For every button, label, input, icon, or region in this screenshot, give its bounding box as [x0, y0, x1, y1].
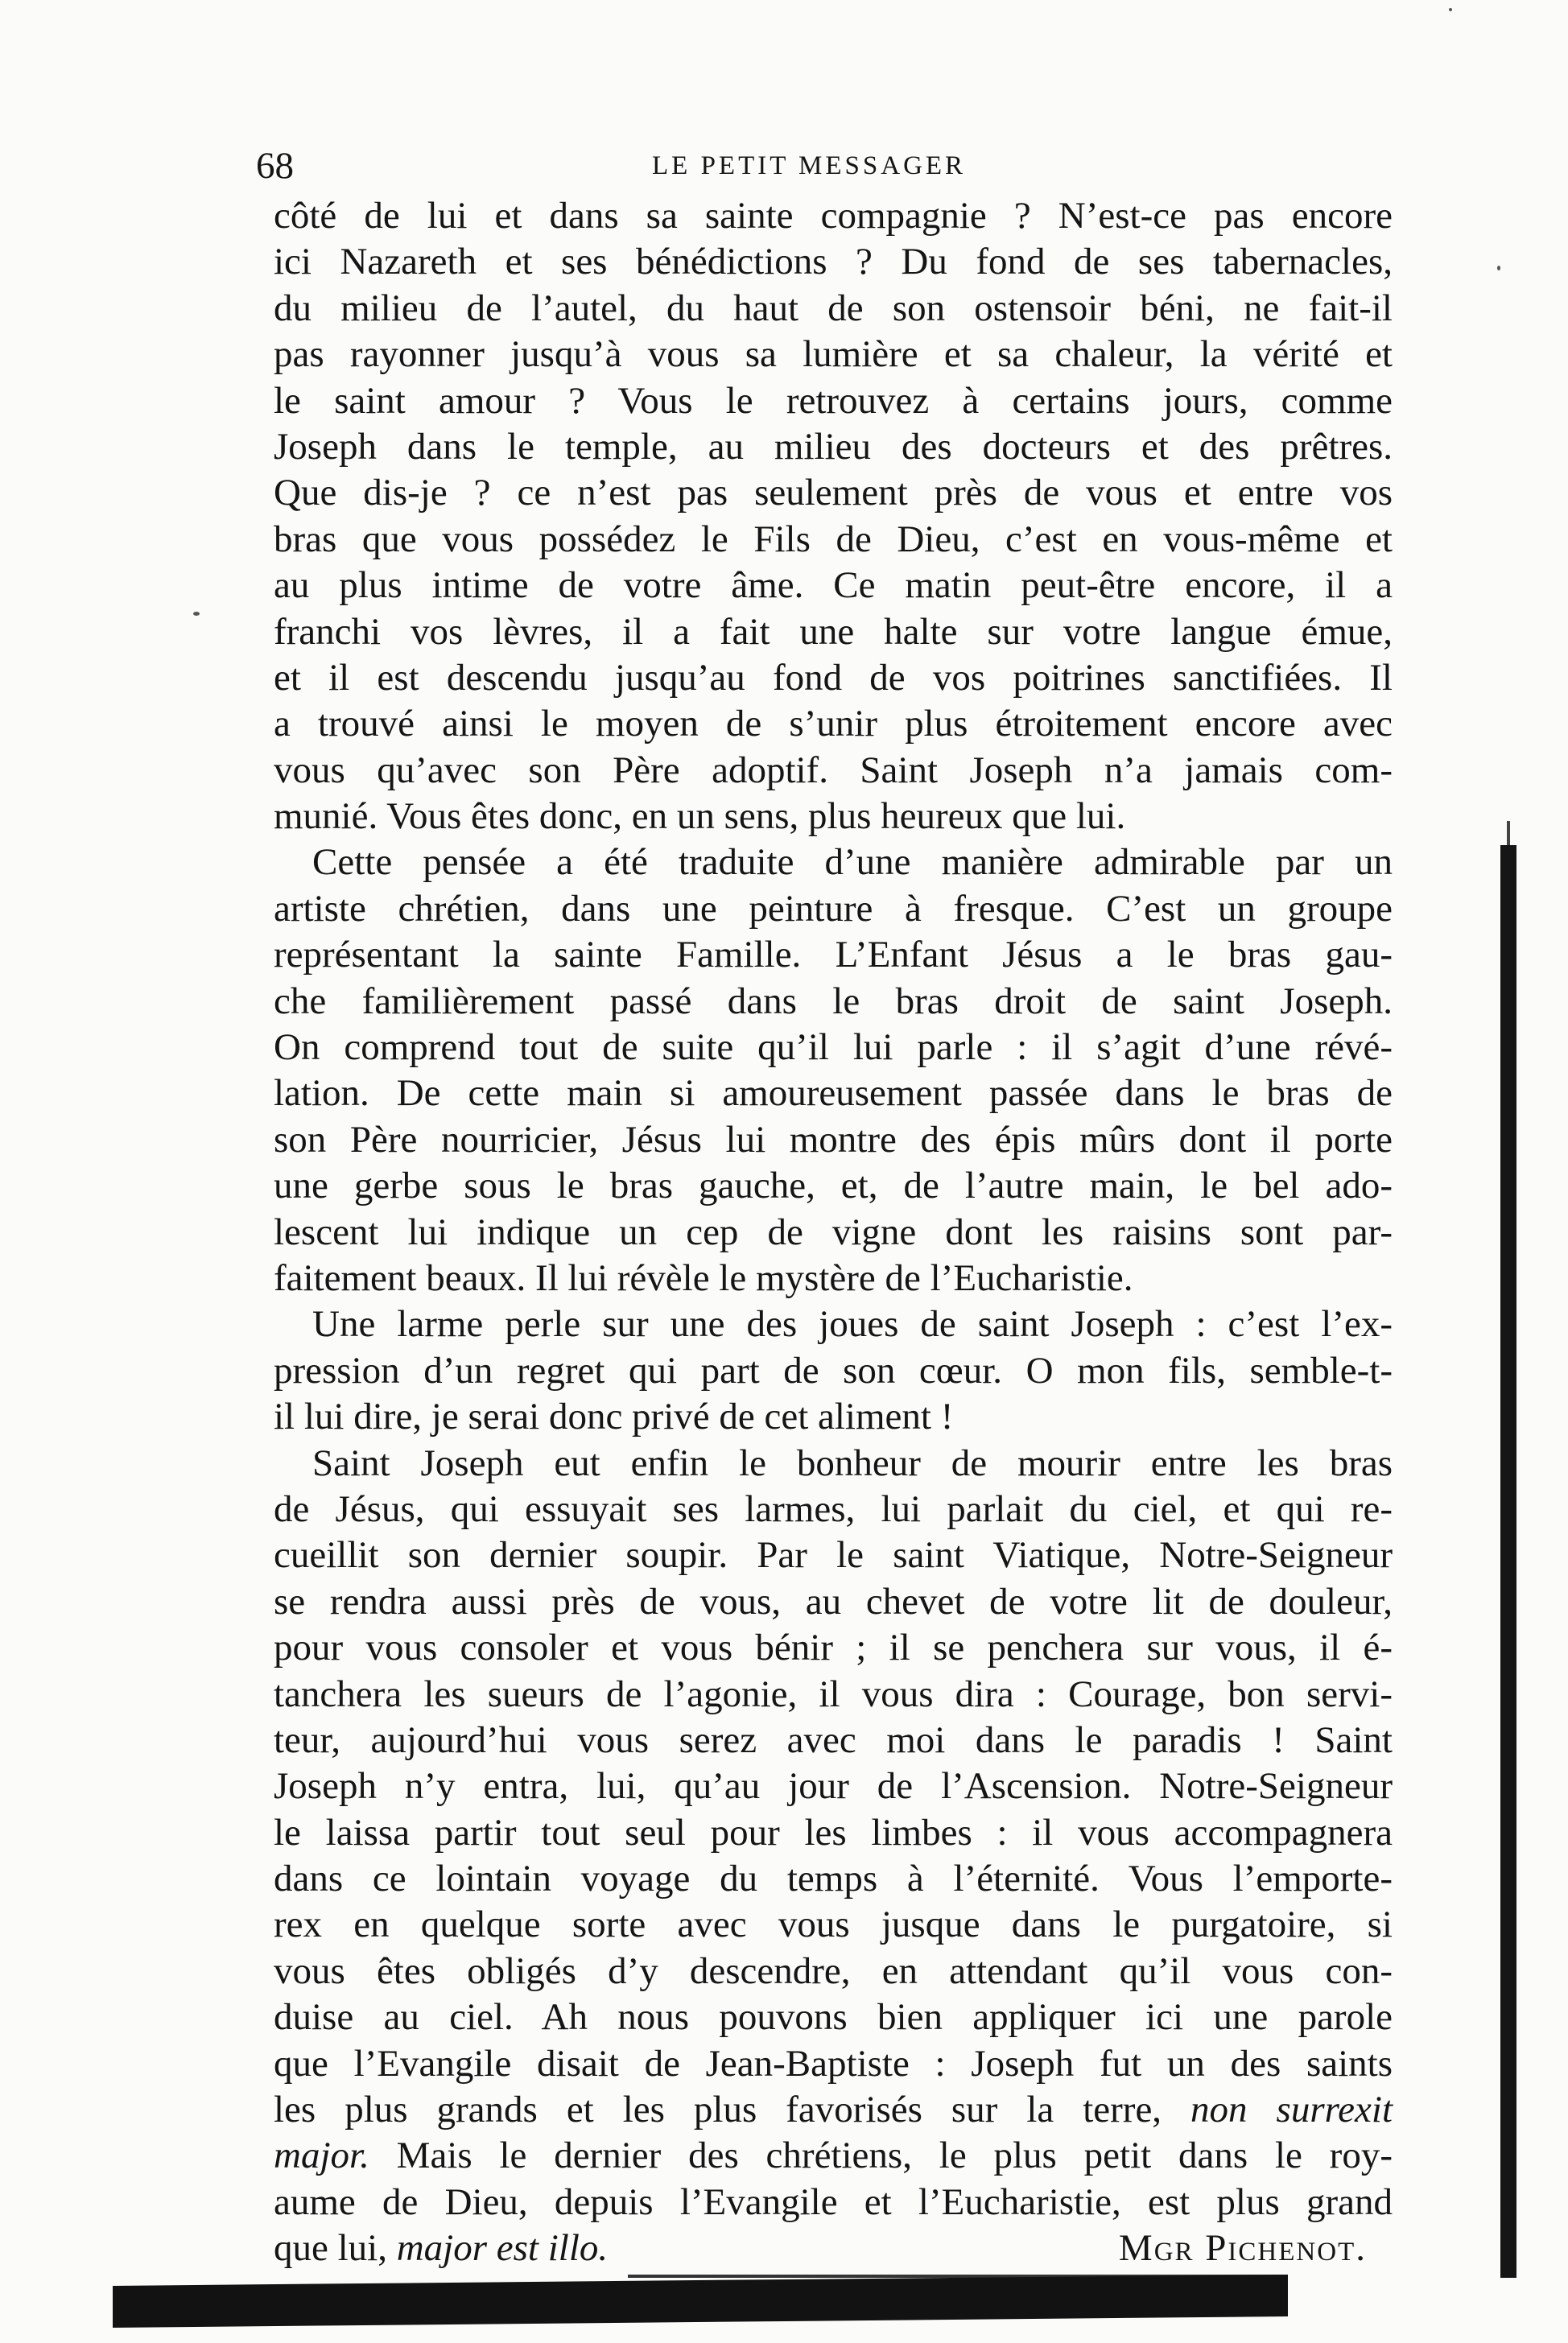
text-line: ici Nazareth et ses bénédictions ? Du fond de ses tabernacles,: [274, 241, 1393, 283]
text-line: Joseph dans le temple, au milieu des docteurs et des prêtres.: [274, 425, 1393, 468]
text-line: [274, 2087, 1393, 2133]
text-line: représentant la sainte Famille. L’Enfant Jésus a le bras gau-: [274, 934, 1393, 976]
closing-line: [274, 2225, 1393, 2271]
text-line: Saint Joseph eut enfin le bonheur de mourir entre les bras: [312, 1442, 1393, 1484]
text-line: du milieu de l’autel, du haut de son ostensoir béni, ne fait-il: [274, 287, 1393, 329]
text-line: lescent lui indique un cep de vigne dont les raisins sont par-: [274, 1211, 1393, 1253]
page-number: 68: [256, 145, 294, 187]
text-line: munié. Vous êtes donc, en un sens, plus heureux que lui.: [274, 795, 1126, 838]
scan-speck: [193, 612, 200, 616]
text-line: che familièrement passé dans le bras droit de saint Joseph.: [274, 980, 1393, 1022]
scan-speck: [1497, 266, 1500, 270]
text-line: et il est descendu jusqu’au fond de vos poitrines sanctifiées. Il: [274, 656, 1393, 699]
author-signature: Mgr Pichenot.: [1118, 2227, 1367, 2270]
text-line: faitement beaux. Il lui révèle le mystère de l’Eucharistie.: [274, 1256, 1133, 1299]
text-line: bras que vous possédez le Fils de Dieu, c’est en vous-même et: [274, 518, 1393, 560]
text-line: pour vous consoler et vous bénir ; il se penchera sur vous, il é-: [274, 1627, 1393, 1669]
text-line: Cette pensée a été traduite d’une manière admirable par un: [312, 841, 1393, 884]
text-line: lation. De cette main si amoureusement passée dans le bras de: [274, 1072, 1393, 1115]
text-line: le saint amour ? Vous le retrouvez à certains jours, comme: [274, 379, 1393, 422]
closing-text: [274, 2225, 608, 2271]
text-line: pression d’un regret qui part de son cœur. O mon fils, semble-t-: [274, 1349, 1393, 1392]
text-line: que l’Evangile disait de Jean-Baptiste : Joseph fut un des saints: [274, 2042, 1393, 2085]
text-line: rex en quelque sorte avec vous jusque dans le purgatoire, si: [274, 1904, 1393, 1946]
text-segment: Mais le dernier des chrétiens, le plus petit dans le roy-: [396, 2135, 1393, 2177]
text-line: le laissa partir tout seul pour les limbes : il vous accompagnera: [274, 1811, 1393, 1854]
text-segment: que lui,: [274, 2227, 387, 2270]
scan-speck: [1449, 8, 1452, 11]
text-line: a trouvé ainsi le moyen de s’unir plus étroitement encore avec: [274, 703, 1393, 745]
text-line: de Jésus, qui essuyait ses larmes, lui parlait du ciel, et qui re-: [274, 1487, 1393, 1530]
text-line: Que dis-je ? ce n’est pas seulement près de vous et entre vos: [274, 472, 1393, 514]
text-line: tanchera les sueurs de l’agonie, il vous dira : Courage, bon servi-: [274, 1673, 1393, 1715]
text-line: teur, aujourd’hui vous serez avec moi dans le paradis ! Saint: [274, 1718, 1393, 1761]
text-line: artiste chrétien, dans une peinture à fresque. C’est un groupe: [274, 887, 1393, 930]
text-segment: les plus grands et les plus favorisés sur la terre,: [274, 2089, 1162, 2131]
text-line: vous êtes obligés d’y descendre, en attendant qu’il vous con-: [274, 1949, 1393, 1992]
scan-bottom-bar: [113, 2275, 1288, 2328]
latin-quote: major.: [274, 2135, 369, 2177]
latin-quote: major est illo.: [396, 2227, 609, 2270]
text-line: Joseph n’y entra, lui, qu’au jour de l’Ascension. Notre-Seigneur: [274, 1765, 1393, 1808]
text-line: pas rayonner jusqu’à vous sa lumière et sa chaleur, la vérité et: [274, 333, 1393, 376]
text-line: dans ce lointain voyage du temps à l’éternité. Vous l’emporte-: [274, 1858, 1393, 1900]
text-line: On comprend tout de suite qu’il lui parle : il s’agit d’une révé-: [274, 1026, 1393, 1069]
text-line: duise au ciel. Ah nous pouvons bien appliquer ici une parole: [274, 1996, 1393, 2039]
text-line: se rendra aussi près de vous, au chevet de votre lit de douleur,: [274, 1580, 1393, 1623]
body-text: [274, 193, 1393, 2272]
running-title: LE PETIT MESSAGER: [652, 151, 967, 180]
text-line: au plus intime de votre âme. Ce matin peut-être encore, il a: [274, 564, 1393, 607]
latin-quote: non surrexit: [1190, 2089, 1393, 2131]
text-line: Une larme perle sur une des joues de saint Joseph : c’est l’ex-: [312, 1303, 1393, 1346]
text-line: son Père nourricier, Jésus lui montre des épis mûrs dont il porte: [274, 1118, 1393, 1161]
text-line: côté de lui et dans sa sainte compagnie ? N’est-ce pas encore: [274, 195, 1393, 237]
text-line: il lui dire, je serai donc privé de cet aliment !: [274, 1396, 954, 1438]
text-line: franchi vos lèvres, il a fait une halte sur votre langue émue,: [274, 610, 1393, 653]
text-line: [274, 2133, 1393, 2179]
text-line: cueillit son dernier soupir. Par le saint Viatique, Notre-Seigneur: [274, 1534, 1393, 1577]
text-line: vous qu’avec son Père adoptif. Saint Joseph n’a jamais com-: [274, 749, 1393, 791]
text-line: aume de Dieu, depuis l’Evangile et l’Eucharistie, est plus grand: [274, 2180, 1393, 2223]
text-line: une gerbe sous le bras gauche, et, de l’autre main, le bel ado-: [274, 1165, 1393, 1207]
scan-edge-bar: [1500, 845, 1516, 2278]
